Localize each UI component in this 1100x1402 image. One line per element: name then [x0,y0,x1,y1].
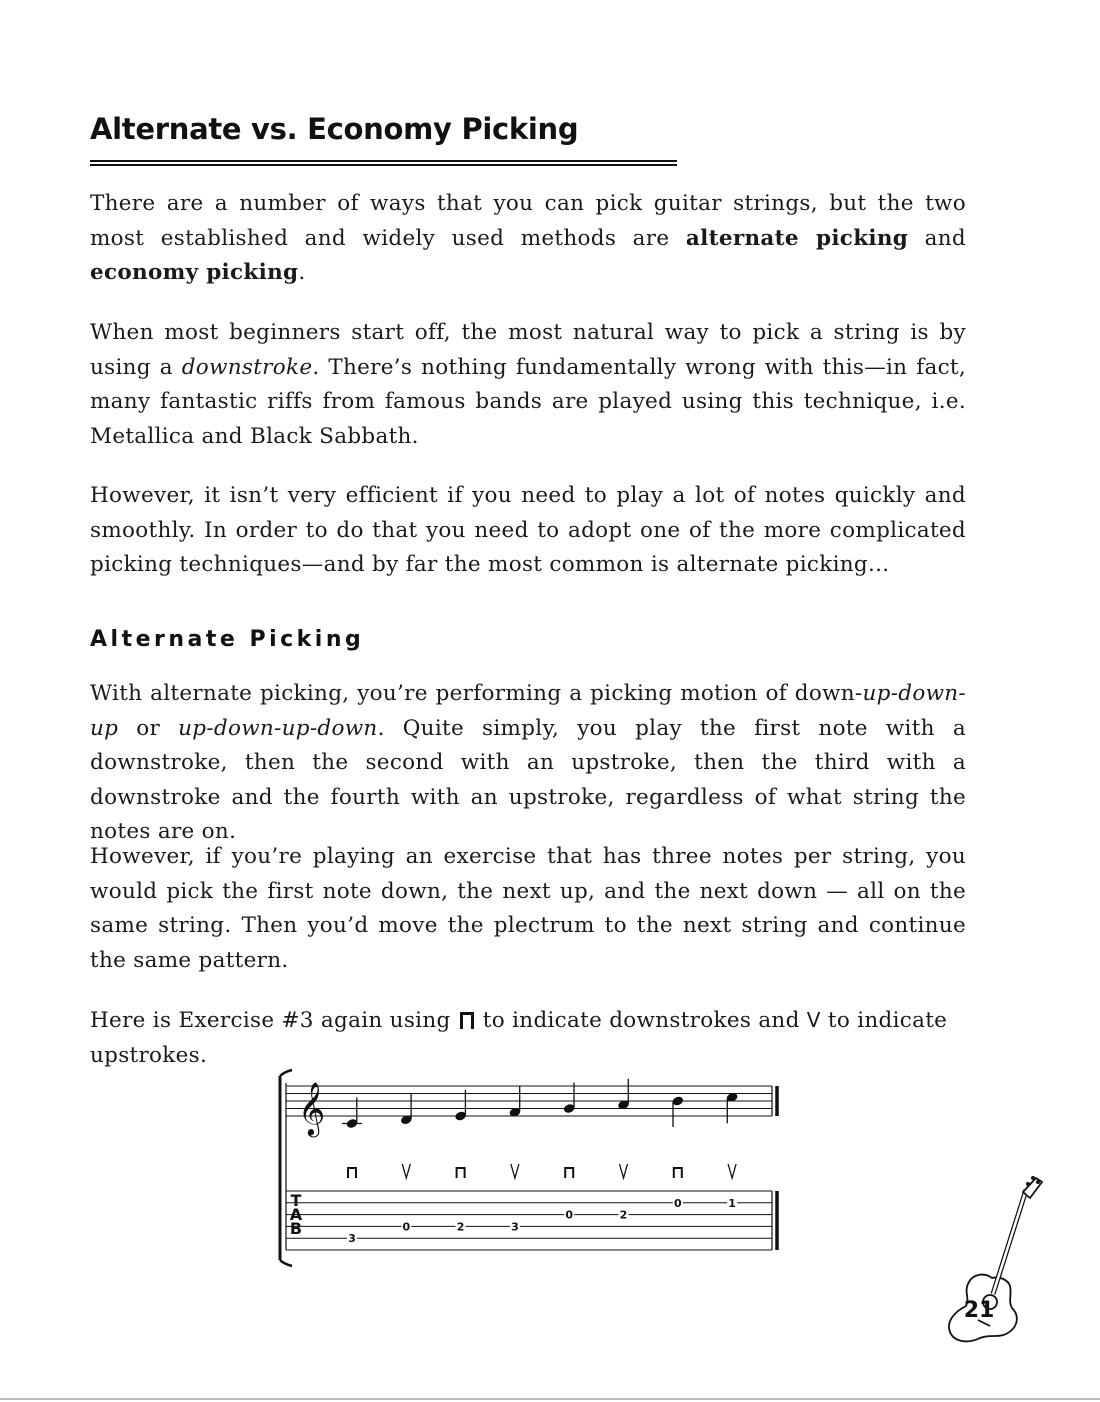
paragraph-three-notes: However, if you’re playing an exercise that has three notes per string, you would pick the first note down, the next up, and the next down — all on the same string. Then you’d move the plectrum to the next string and continue the same pattern. [90,844,966,973]
notes [342,1079,739,1245]
section-heading: Alternate Picking [90,627,365,652]
fret-number: 2 [456,1220,465,1234]
upstroke-symbol-icon: V [806,1008,821,1032]
upstroke-mark [511,1164,519,1178]
staff-end-barline [772,1086,777,1116]
text: There are a number of ways that you can pick guitar strings, but the two most established and widely used methods are [90,191,966,251]
fret-number: 0 [673,1196,682,1210]
downstroke-mark [674,1168,682,1178]
upstroke-mark [728,1164,736,1178]
text: With alternate picking, you’re performing a picking motion of down- [90,681,863,706]
fret-number: 0 [402,1220,411,1234]
note [342,1098,362,1246]
tab-clef-letter: A [289,1205,303,1224]
note [400,1094,413,1234]
text: or [118,715,179,741]
paragraph-exercise-intro [90,1003,966,1073]
italic-term: up-down-up-down [178,715,378,741]
text: . [298,260,306,285]
treble-clef-icon: 𝄞 [298,1081,326,1135]
paragraph-alternate [90,677,966,850]
page-bottom-border [0,1398,1100,1400]
staff-lines [286,1086,772,1116]
tab-clef-letter: B [289,1219,303,1238]
tab-end-barline [772,1191,777,1250]
note [563,1083,576,1222]
bold-term-economy: economy picking [90,260,299,285]
note [454,1090,467,1233]
paragraph-downstroke [90,316,966,454]
note [671,1095,684,1209]
downstroke-symbol-icon [460,1012,474,1029]
text: to indicate downstrokes and [475,1008,807,1033]
downstroke-mark [565,1168,573,1178]
text: When most beginners start off, the most natural way to pick a string is by using a [90,320,966,380]
fret-number: 0 [565,1208,574,1222]
upstroke-mark [620,1164,628,1178]
tab-lines [286,1191,772,1250]
fret-number: 3 [348,1232,356,1246]
downstroke-mark [348,1168,356,1178]
note [617,1079,630,1222]
fret-number: 1 [728,1196,736,1210]
note [726,1092,739,1210]
text: and [908,225,966,251]
fret-number: 2 [619,1208,628,1222]
paragraph-intro [90,187,966,291]
italic-term: downstroke [181,354,313,380]
italic-term: up-down-up [90,681,966,741]
text: . Quite simply, you play the first note with a downstroke, then the second with an upstroke, then the third with a downstroke and the fourth with an upstroke, regardless of what string the notes are on. [90,715,966,844]
bold-term-alternate: alternate picking [685,225,909,251]
page-number: 21 [963,1298,995,1323]
title-double-rule [90,160,677,170]
downstroke-mark [457,1168,465,1178]
text: Here is Exercise #3 again using [90,1008,458,1033]
tab-clef-label [290,1191,303,1238]
upstroke-mark [402,1164,410,1178]
page-title: Alternate vs. Economy Picking [90,112,579,146]
text: to indicate upstrokes. [90,1008,948,1068]
paragraph-efficiency: However, it isn’t very efficient if you need to play a lot of notes quickly and smoothly. In order to do that you need to adopt one of the more complicated picking techniques—and by far the most common is alternate picking... [90,483,966,577]
acoustic-guitar-icon [940,1170,1045,1350]
text: . There’s nothing fundamentally wrong with this—in fact, many fantastic riffs from famous bands are played using this technique, i.e. Metallica and Black Sabbath. [90,354,966,449]
tab-clef-letter: T [290,1191,302,1210]
music-notation-exercise [270,1068,790,1268]
fret-number: 3 [511,1220,519,1234]
